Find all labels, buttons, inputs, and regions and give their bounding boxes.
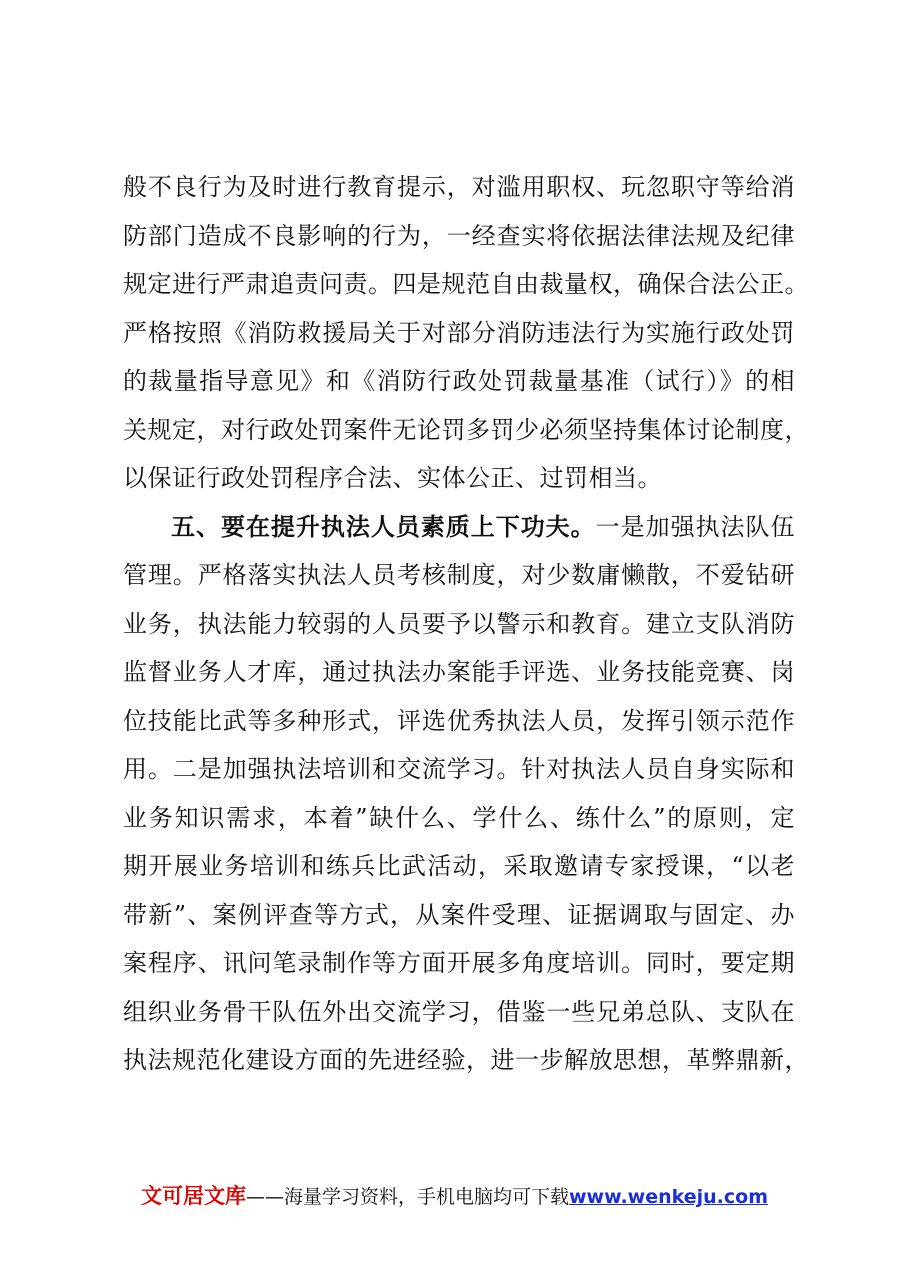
text-line: 用。二是加强执法培训和交流学习。针对执法人员自身实际和 <box>123 755 795 783</box>
footer-tagline: ——海量学习资料，手机电脑均可下载 <box>245 1186 569 1208</box>
text-line: 管理。严格落实执法人员考核制度，对少数庸懒散，不爱钻研 <box>123 561 795 589</box>
text-line: 监督业务人才库，通过执法办案能手评选、业务技能竞赛、岗 <box>123 658 795 686</box>
text-line: 防部门造成不良影响的行为，一经查实将依据法律法规及纪律 <box>123 221 795 250</box>
text-line: 业务，执法能力较弱的人员要予以警示和教育。建立支队消防 <box>123 609 795 638</box>
paragraph-2 <box>123 503 809 1085</box>
text-line: 以保证行政处罚程序合法、实体公正、过罚相当。 <box>123 464 662 492</box>
text-line: 位技能比武等多种形式，评选优秀执法人员，发挥引领示范作 <box>123 706 795 735</box>
text-line: 般不良行为及时进行教育提示，对滥用职权、玩忽职守等给消 <box>123 173 795 201</box>
heading-line-rest: 一是加强执法队伍 <box>595 512 796 541</box>
page-footer <box>0 1182 909 1211</box>
text-line: 组织业务骨干队伍外出交流学习，借鉴一些兄弟总队、支队在 <box>123 997 795 1026</box>
footer-brand: 文可居文库 <box>140 1184 246 1208</box>
text-line: 案程序、讯问笔录制作等方面开展多角度培训。同时，要定期 <box>123 949 795 977</box>
text-line: 严格按照《消防救援局关于对部分消防违法行为实施行政处罚 <box>123 318 795 347</box>
section-heading: 五、要在提升执法人员素质上下功夫。 <box>171 511 596 541</box>
text-line: 业务知识需求，本着”缺什么、学什么、练什么”的原则，定 <box>123 803 795 832</box>
text-line: 关规定，对行政处罚案件无论罚多罚少必须坚持集体讨论制度， <box>123 415 809 444</box>
text-line: 执法规范化建设方面的先进经验，进一步解放思想，革弊鼎新， <box>123 1046 809 1074</box>
document-body <box>123 163 809 1085</box>
text-line: 规定进行严肃追责问责。四是规范自由裁量权，确保合法公正。 <box>123 270 809 298</box>
paragraph-heading-line <box>123 503 795 552</box>
paragraph-1 <box>123 163 809 503</box>
text-line: 的裁量指导意见》和《消防行政处罚裁量基准（试行）》的相 <box>123 367 795 395</box>
text-line: 带新”、案例评查等方式，从案件受理、证据调取与固定、办 <box>123 900 795 929</box>
text-line: 期开展业务培训和练兵比武活动，采取邀请专家授课，“以老 <box>123 852 795 880</box>
footer-site-link[interactable]: www.wenkeju.com <box>569 1186 769 1208</box>
